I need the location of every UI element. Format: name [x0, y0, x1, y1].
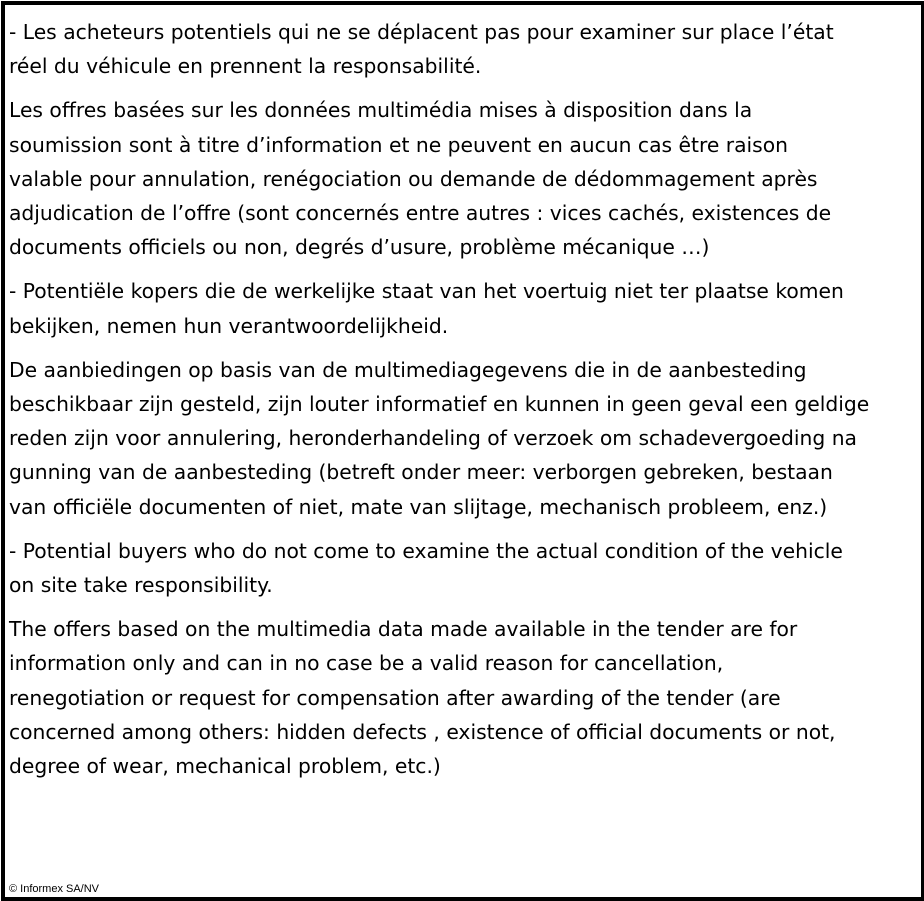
- text-line: Les offres basées sur les données multimédia mises à disposition dans la: [9, 98, 753, 123]
- copyright-notice: © Informex SA/NV: [9, 883, 100, 895]
- text-line: van officiële documenten of niet, mate van slijtage, mechanisch probleem, enz.): [9, 494, 828, 519]
- text-line: valable pour annulation, renégociation ou demande de dédommagement après: [9, 166, 818, 191]
- text-line: on site take responsibility.: [9, 573, 273, 598]
- text-line: De aanbiedingen op basis van de multimediagegevens die in de aanbesteding: [9, 357, 807, 382]
- paragraph-en-intro: [9, 534, 909, 602]
- text-line: The offers based on the multimedia data made available in the tender are for: [9, 617, 798, 642]
- text-line: - Potential buyers who do not come to examine the actual condition of the vehicle: [9, 538, 843, 563]
- paragraph-fr-offers: [9, 93, 909, 264]
- paragraph-nl-intro: [9, 274, 909, 342]
- paragraph-en-offers: [9, 612, 909, 783]
- paragraph-fr-intro: [9, 15, 909, 83]
- disclaimer-text: [9, 15, 909, 793]
- document-frame: [1, 1, 924, 901]
- text-line: gunning van de aanbesteding (betreft onder meer: verborgen gebreken, bestaan: [9, 460, 833, 485]
- text-line: - Les acheteurs potentiels qui ne se déplacent pas pour examiner sur place l’état: [9, 20, 834, 44]
- text-line: adjudication de l’offre (sont concernés entre autres : vices cachés, existences de: [9, 201, 832, 226]
- text-line: soumission sont à titre d’information et ne peuvent en aucun cas être raison: [9, 132, 789, 157]
- paragraph-nl-offers: [9, 353, 909, 524]
- text-line: degree of wear, mechanical problem, etc.): [9, 754, 441, 779]
- text-line: concerned among others: hidden defects , existence of official documents or not,: [9, 719, 836, 744]
- text-line: bekijken, nemen hun verantwoordelijkheid.: [9, 313, 449, 338]
- text-line: information only and can in no case be a valid reason for cancellation,: [9, 651, 724, 676]
- text-line: renegotiation or request for compensation after awarding of the tender (are: [9, 685, 781, 710]
- text-line: - Potentiële kopers die de werkelijke staat van het voertuig niet ter plaatse komen: [9, 279, 844, 304]
- text-line: beschikbaar zijn gesteld, zijn louter informatief en kunnen in geen geval een geldige: [9, 392, 870, 417]
- text-line: réel du véhicule en prennent la responsabilité.: [9, 54, 482, 79]
- text-line: documents officiels ou non, degrés d’usure, problème mécanique …): [9, 235, 710, 260]
- text-line: reden zijn voor annulering, heronderhandeling of verzoek om schadevergoeding na: [9, 426, 857, 451]
